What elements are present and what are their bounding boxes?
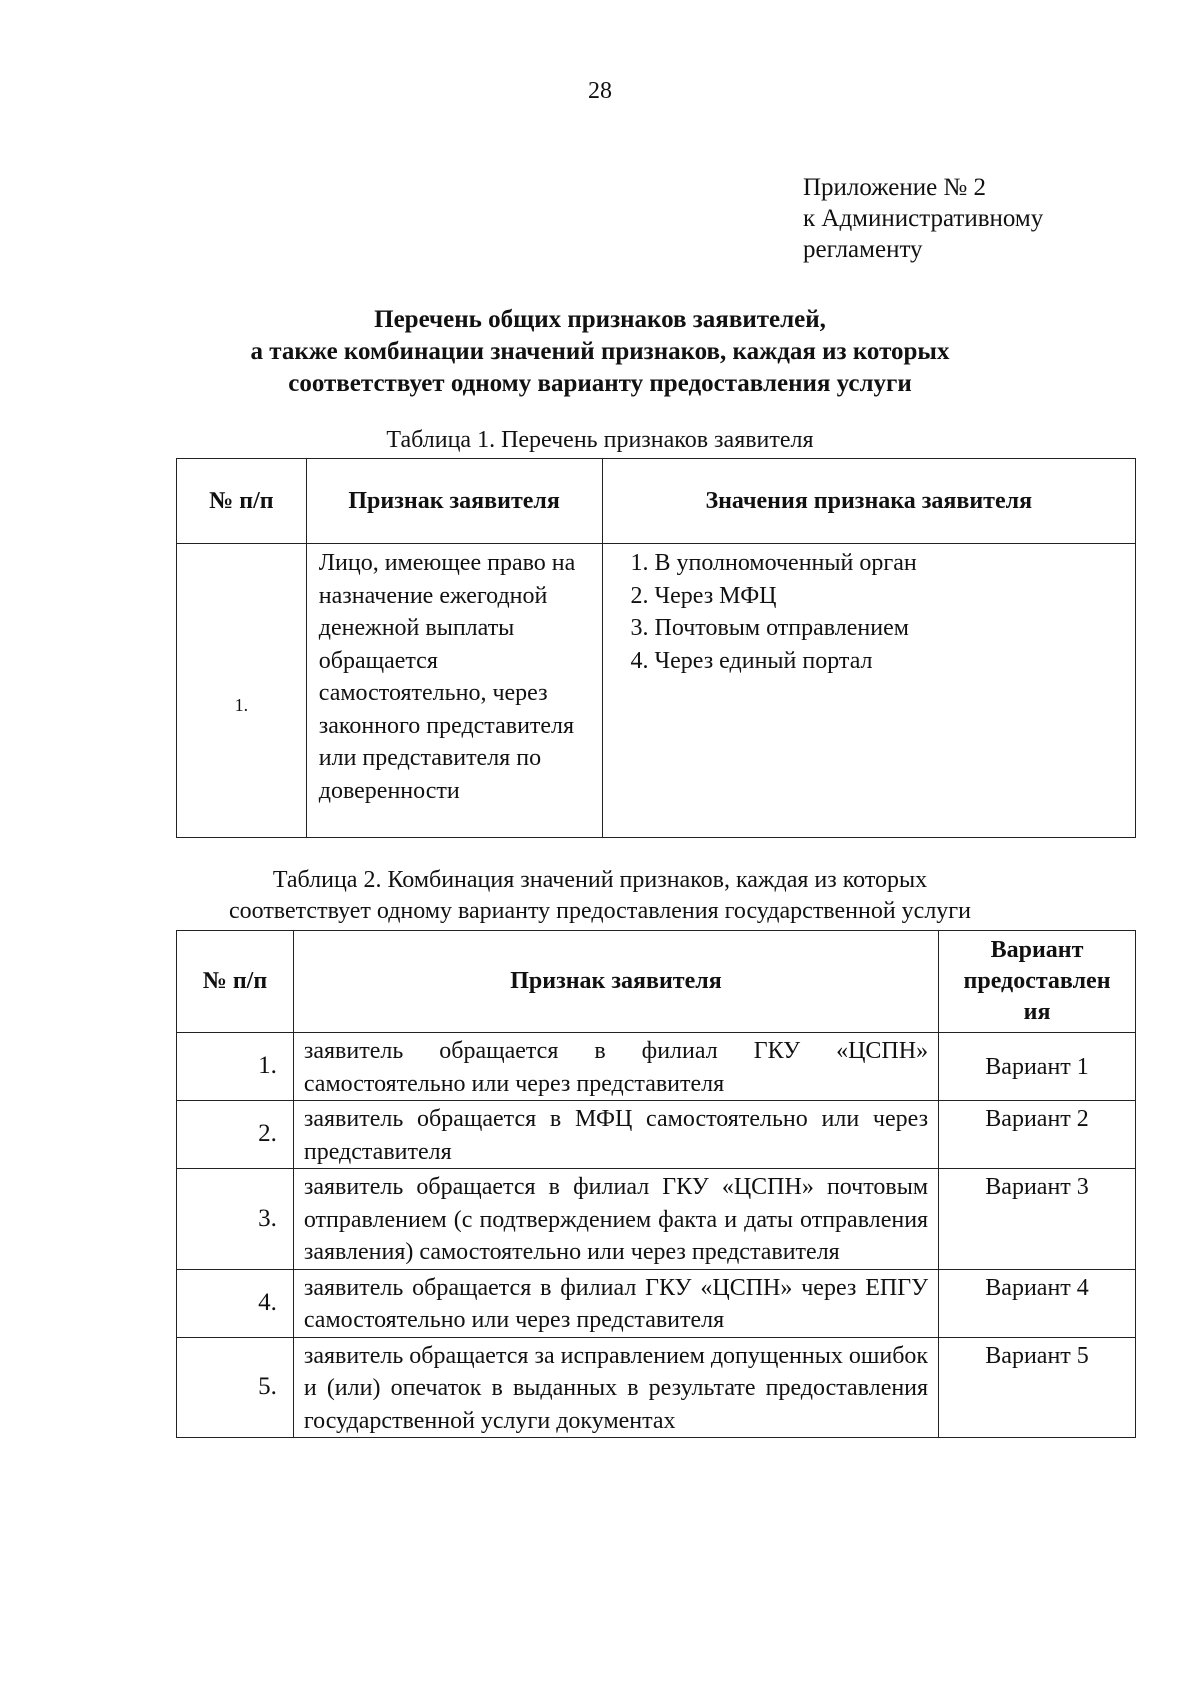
row-number: 5. [177, 1337, 294, 1438]
column-header-feature: Признак заявителя [306, 459, 602, 544]
description-cell: заявитель обращается в филиал ГКУ «ЦСПН» самостоятельно или через представителя [293, 1033, 938, 1101]
table-row [177, 1337, 1136, 1438]
row-number: 2. [177, 1101, 294, 1169]
page-number: 28 [588, 78, 612, 104]
row-number: 1. [177, 544, 307, 838]
table-row [177, 1269, 1136, 1337]
description-cell: заявитель обращается в филиал ГКУ «ЦСПН» почтовым отправлением (с подтверждением факта и даты отправления заявления) самостоятельно или через представителя [293, 1169, 938, 1270]
variant-cell: Вариант 2 [939, 1101, 1136, 1169]
table-row [177, 1101, 1136, 1169]
column-header-number: № п/п [177, 931, 294, 1033]
table2-caption [0, 865, 1200, 927]
variant-cell: Вариант 5 [939, 1337, 1136, 1438]
values-cell [602, 544, 1136, 838]
feature-combinations-table [176, 930, 1136, 1438]
list-item: 4. Через единый портал [630, 647, 873, 674]
column-header-values: Значения признака заявителя [602, 459, 1136, 544]
appendix-line: Приложение № 2 [803, 174, 987, 201]
applicant-features-table [176, 458, 1136, 838]
variant-cell: Вариант 1 [939, 1033, 1136, 1101]
header-line: ия [1023, 999, 1051, 1025]
values-list [603, 544, 1136, 677]
table-row [177, 1033, 1136, 1101]
description-cell: заявитель обращается в МФЦ самостоятельно или через представителя [293, 1101, 938, 1169]
list-item: 2. Через МФЦ [630, 582, 777, 609]
row-number: 1. [177, 1033, 294, 1101]
description-cell: заявитель обращается в филиал ГКУ «ЦСПН» через ЕПГУ самостоятельно или через представителя [293, 1269, 938, 1337]
table-row [177, 1169, 1136, 1270]
document-title [0, 304, 1200, 400]
variant-cell: Вариант 3 [939, 1169, 1136, 1270]
feature-cell: Лицо, имеющее право на назначение ежегодной денежной выплаты обращается самостоятельно, через законного представителя или представителя по доверенности [306, 544, 602, 838]
column-header-variant [939, 931, 1136, 1033]
title-line: соответствует одному варианту предоставления услуги [288, 370, 912, 397]
table-header-row [177, 459, 1136, 544]
caption-line: Таблица 2. Комбинация значений признаков, каждая из которых [272, 867, 928, 893]
header-line: Вариант [990, 937, 1084, 963]
list-item: 1. В уполномоченный орган [630, 550, 917, 576]
table1-caption: Таблица 1. Перечень признаков заявителя [386, 427, 814, 453]
list-item: 3. Почтовым отправлением [630, 615, 909, 641]
header-line: предоставлен [963, 968, 1111, 994]
title-line: а также комбинации значений признаков, каждая из которых [250, 338, 950, 365]
row-number: 4. [177, 1269, 294, 1337]
row-number: 3. [177, 1169, 294, 1270]
table-row [177, 544, 1136, 838]
appendix-line: к Административному [803, 205, 1044, 232]
column-header-feature: Признак заявителя [293, 931, 938, 1033]
title-line: Перечень общих признаков заявителей, [374, 306, 826, 333]
appendix-line: регламенту [803, 236, 923, 263]
column-header-number: № п/п [177, 459, 307, 544]
table-header-row [177, 931, 1136, 1033]
description-cell: заявитель обращается за исправлением допущенных ошибок и (или) опечаток в выданных в результате предоставления государственной услуги документах [293, 1337, 938, 1438]
variant-cell: Вариант 4 [939, 1269, 1136, 1337]
caption-line: соответствует одному варианту предоставления государственной услуги [228, 898, 971, 924]
appendix-note [803, 172, 1043, 265]
